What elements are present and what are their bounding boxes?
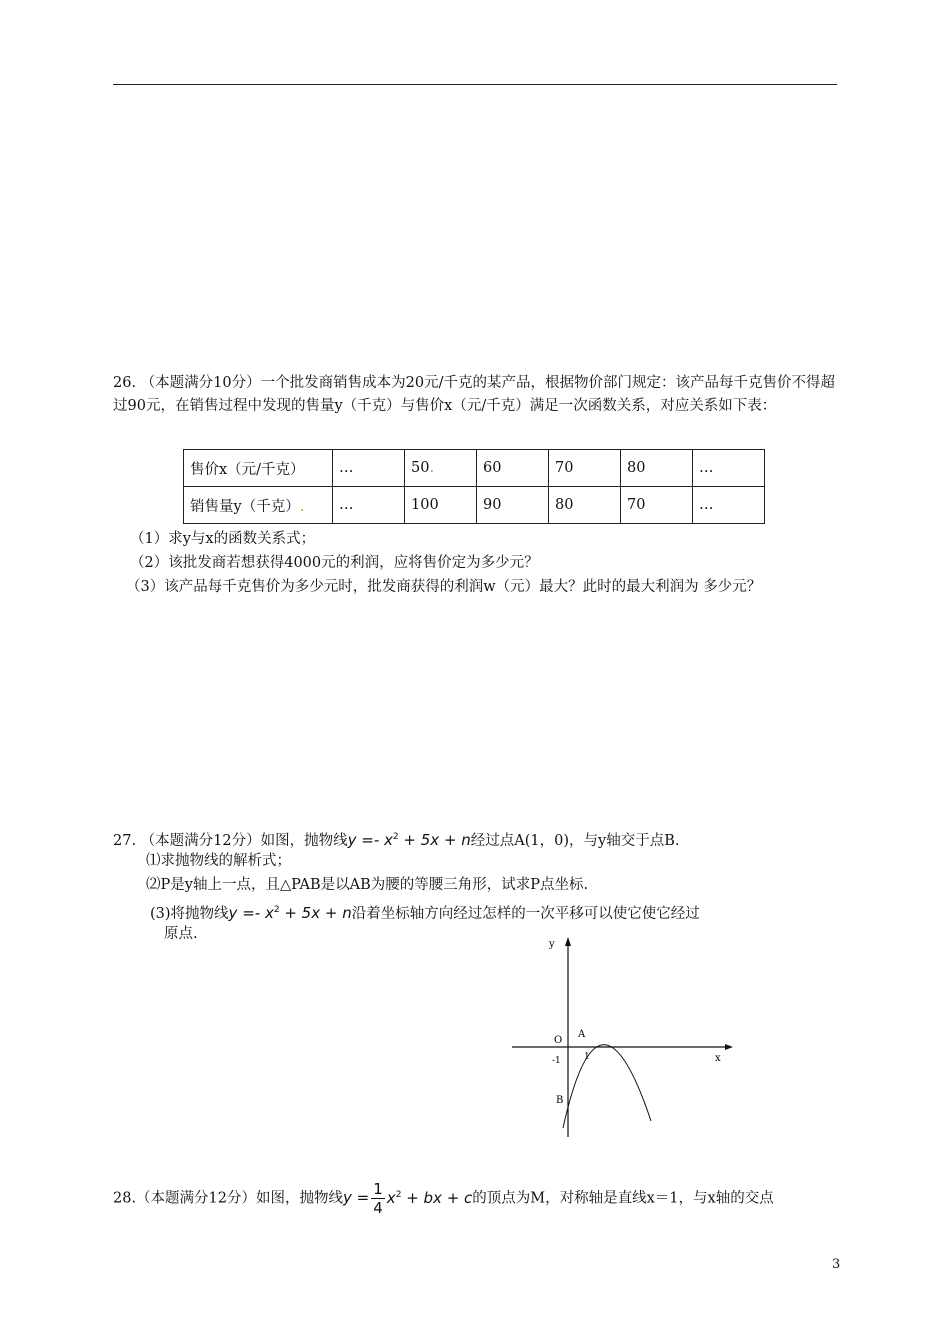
origin-label: O [554, 1035, 563, 1046]
question-27-part-1: ⑴求抛物线的解析式； [146, 853, 291, 869]
parabola-formula-2: y = [343, 1188, 370, 1207]
table-cell: … [693, 450, 765, 487]
table-cell: … [693, 487, 765, 524]
table-row [184, 487, 765, 524]
question-26-part-3: （3）该产品每千克售价为多少元时，批发商获得的利润w（元）最大？此时的最大利润为 多少元？ [126, 579, 762, 595]
header-rule [113, 84, 837, 85]
y-axis-label: y [549, 939, 555, 950]
table-cell: 100 [405, 487, 477, 524]
y-tick-label: -1 [552, 1056, 561, 1066]
table-cell: … [333, 450, 405, 487]
table-cell: … [333, 487, 405, 524]
parabola-graph [505, 932, 735, 1142]
parabola-formula: $y =- x^2 + 5x + n$ [347, 831, 471, 849]
table-cell: 60 [477, 450, 549, 487]
fraction-one-quarter: $\frac{1}{4}$ [373, 1180, 383, 1217]
table-cell: 90 [477, 487, 549, 524]
table-cell: 70 [549, 450, 621, 487]
point-a-label: A [578, 1029, 586, 1040]
table-cell: 70 [621, 487, 693, 524]
question-27-part-3-cont: 原点. [164, 926, 198, 942]
question-27-line-1: 27. （本题满分12分）如图，抛物线$y =- x^2 + 5x + n$经过点A(1，0)，与y轴交于点B. [113, 831, 680, 849]
question-27-part-2: ⑵P是y轴上一点，且△PAB是以AB为腰的等腰三角形，试求P点坐标. [146, 877, 589, 893]
question-26-text: 26. （本题满分10分）一个批发商销售成本为20元/千克的某产品，根据物价部门规定：该产品每千克售价不得超过90元，在销售过程中发现的售量y（千克）与售价x（元/千克）满足一次函数关系，对应关系如下表： [113, 375, 835, 414]
table-row-label: 销售量y（千克）. [184, 487, 333, 524]
table-cell: 80 [549, 487, 621, 524]
x-tick-label: 1 [584, 1052, 590, 1062]
parabola-formula: $y =- x^2 + 5x + n$ [228, 904, 352, 922]
y-axis-arrow [565, 937, 571, 946]
question-26-part-2: （2）该批发商若想获得4000元的利润，应将售价定为多少元？ [130, 555, 539, 571]
page-number: 3 [832, 1257, 841, 1272]
x-axis-label: x [715, 1053, 721, 1064]
x-axis-arrow [725, 1044, 733, 1050]
point-b-label: B [556, 1095, 564, 1106]
question-28-line-1: 28.（本题满分12分）如图，抛物线y = $\frac{1}{4}$ $x^2$ + bx + c的顶点为M，对称轴是直线x＝1，与x轴的交点 [113, 1180, 774, 1217]
table-cell: 50. [405, 450, 477, 487]
price-sales-table [183, 449, 765, 524]
table-row-label: 售价x（元/千克） [184, 450, 333, 487]
question-26-part-1: （1）求y与x的函数关系式； [130, 531, 316, 547]
table-row [184, 450, 765, 487]
table-cell: 80 [621, 450, 693, 487]
question-27-part-3: (3)将抛物线$y =- x^2 + 5x + n$沿着坐标轴方向经过怎样的一次平移可以使它使它经过 [150, 904, 700, 922]
parabola-curve [563, 1045, 651, 1128]
